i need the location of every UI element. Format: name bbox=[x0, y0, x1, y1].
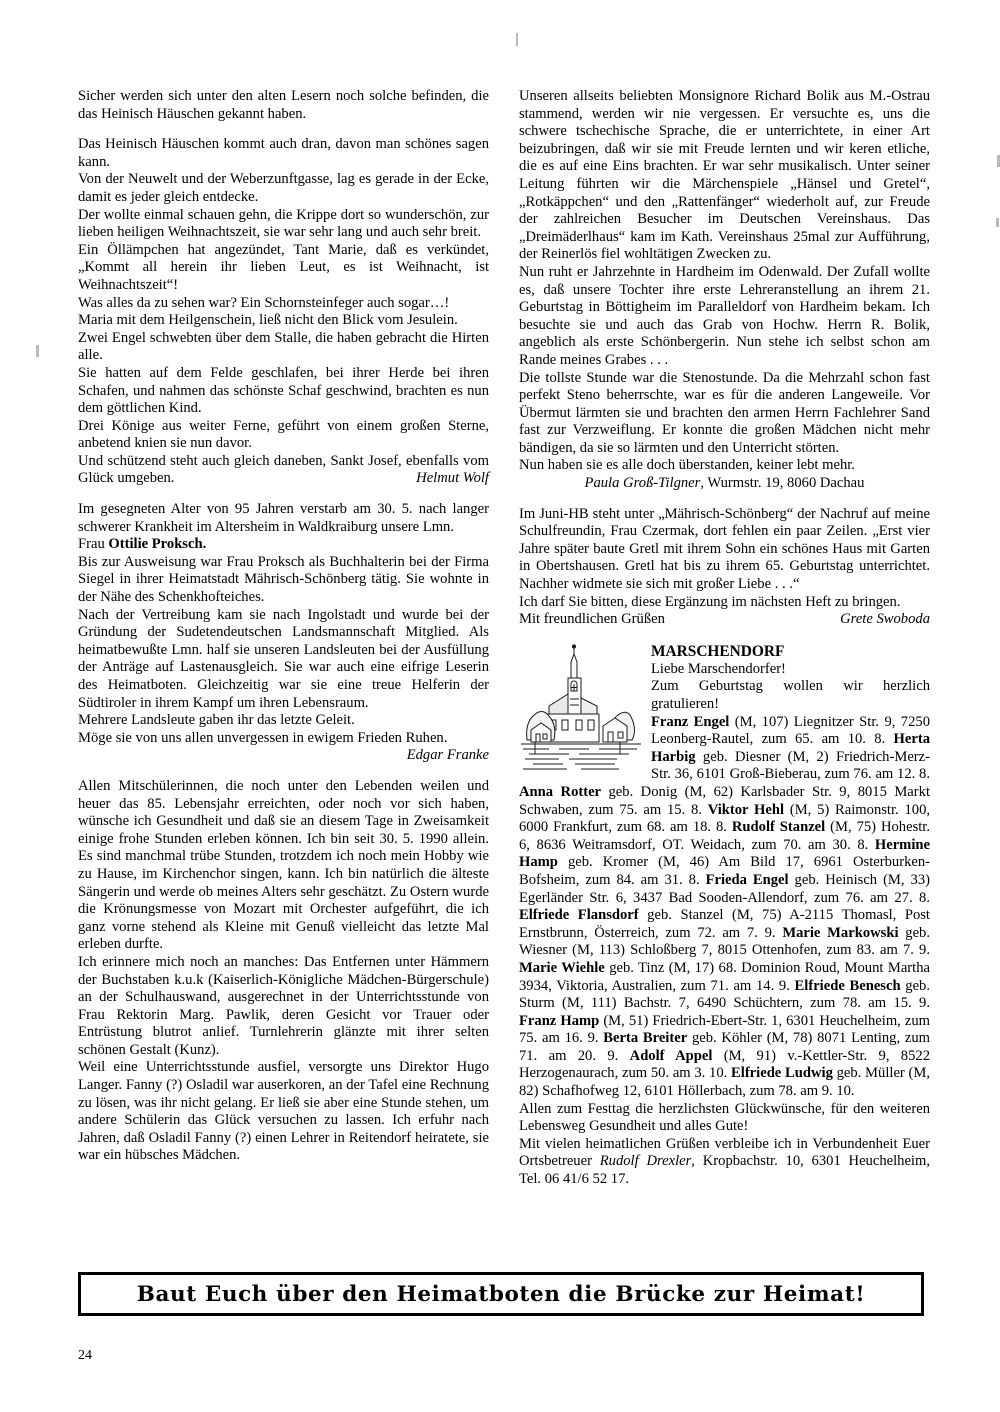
ortsbetreuer-name: Rudolf Drexler bbox=[599, 1153, 692, 1170]
paragraph: Drei Könige aus weiter Ferne, geführt von einem großen Sterne, anbetend knien sie nun davor. bbox=[78, 417, 489, 452]
obituary-paragraph: Mehrere Landsleute gaben ihr das letzte Geleit. bbox=[78, 712, 355, 729]
paragraph-text: Und schützend steht auch gleich daneben, Sankt Josef, ebenfalls vom Glück umgeben. bbox=[78, 452, 489, 487]
paragraph: Das Heinisch Häuschen kommt auch dran, davon man schönes sagen kann. bbox=[78, 136, 489, 170]
section-heading: MARSCHENDORF bbox=[651, 642, 785, 660]
paragraph: Zwei Engel schwebten über dem Stalle, die haben gebracht die Hirten alle. bbox=[78, 329, 489, 364]
closing-text: Allen zum Festtag die herzlichsten Glückwünsche, für den weiteren Lebensweg Gesundheit und alles Gute! bbox=[519, 1100, 930, 1135]
paragraph: Nun haben sie es alle doch überstanden, keiner lebt mehr. bbox=[519, 457, 855, 474]
scan-speck bbox=[36, 345, 39, 357]
author-address: , Wurmstr. 19, 8060 Dachau bbox=[700, 475, 865, 492]
paragraph: Maria mit dem Heilgenschein, ließ nicht den Blick vom Jesulein. bbox=[78, 312, 458, 329]
greeting: Liebe Marschendorfer! bbox=[651, 660, 786, 677]
paragraph: Der wollte einmal schauen gehn, die Krippe dort so wunderschön, zur lieben heiligen Weihnachtszeit, sie war sehr lang und auch sehr breit. bbox=[78, 206, 489, 241]
footer-banner bbox=[78, 1272, 924, 1316]
deceased-name: Ottilie Proksch. bbox=[108, 536, 207, 553]
obituary-paragraph: Bis zur Ausweisung war Frau Proksch als Buchhalterin bei der Firma Siegel in ihrer Heimatstadt Mährisch-Schönberg tätig. Sie wohnte in der Nähe des Schenkhofteiches. bbox=[78, 553, 489, 606]
author-name: Paula Groß-Tilgner bbox=[584, 475, 701, 492]
left-column bbox=[78, 88, 489, 1189]
letter-paragraph: Ich erinnere mich noch an manches: Das Entfernen unter Hämmern der Buchstaben k.u.k (Kaiserlich-Königliche Mädchen-Bürgerschule) an der Schulhauswand, ausgerechnet in der Unterrichtsstunde von Frau Rektorin Marg. Pawlik, deren Gesicht vor Trauer oder Entrüstung blutrot anlief. Turnlehrerin glänzte mit ihrer selten schönen Gestalt (Kunz). bbox=[78, 953, 489, 1058]
paragraph: Ein Öllämpchen hat angezündet, Tant Marie, daß es verkündet, „Kommt all herein ihr lieben Leut, es ist Weihnacht, ist Weihnachtszeit“! bbox=[78, 241, 489, 293]
obituary-name-line: Frau Ottilie Proksch. bbox=[78, 536, 207, 553]
obituary-paragraph: Möge sie von uns allen unvergessen in ewigem Frieden Ruhen. bbox=[78, 729, 448, 746]
paragraph: Ich darf Sie bitten, diese Ergänzung im nächsten Heft zu bringen. bbox=[519, 593, 901, 610]
two-column-body bbox=[78, 88, 930, 1189]
intro-text: Zum Geburtstag wollen wir herzlich gratulieren! bbox=[651, 678, 930, 712]
obituary-paragraph: Nach der Vertreibung kam sie nach Ingolstadt und wurde bei der Gründung der Sudetendeutschen Landsmannschaft Mitglied. Als heimatbewußte Lmn. half sie unseren Landsleuten bei der Ausfüllung der Anträge auf Lastenausgleich. Sie war auch eine eifrige Leserin des Heimatboten. Gleichzeitig war sie eine treue Helferin der Südtiroler in ihrem Kampf um ihren Lebensraum. bbox=[78, 606, 489, 711]
paragraph-text: Mit freundlichen Grüßen bbox=[519, 611, 665, 628]
paragraph: Die tollste Stunde war die Stenostunde. Da die Mehrzahl schon fast perfekt Steno beherrschte, war es für die anderen Langeweile. Vor Übermut lärmten sie und brachten den armen Herrn Fachlehrer Sand fast zur Verzweiflung. Er konnte die großen Mädchen nicht mehr bändigen, da sie so lärmten und den Unterricht störten. bbox=[519, 369, 930, 456]
scan-speck bbox=[516, 33, 518, 46]
paragraph: Von der Neuwelt und der Weberzunftgasse, lag es gerade in der Ecke, damit es jeder gleich entdecke. bbox=[78, 171, 489, 205]
birthday-list: Franz Engel (M, 107) Liegnitzer Str. 9, 7250 Leonberg-Rautel, zum 65. am 10. 8. Herta Harbig geb. Diesner (M, 2) Friedrich-Merz-Str. 36, 6101 Groß-Bieberau, zum 76. am 12. 8. Anna Rotter geb. Donig (M, 62) Karlsbader Str. 9, 8015 Markt Schwaben, zum 75. am 15. 8. Viktor Hehl (M, 5) Raimonstr. 100, 6000 Frankfurt, zum 68. am 18. 8. Rudolf Stanzel (M, 75) Hohestr. 6, 8636 Weitramsdorf, OT. Weidach, zum 70. am 30. 8. Hermine Hamp geb. Kromer (M, 46) Am Bild 17, 6961 Osterburken-Bofsheim, zum 84. am 31. 8. Frieda Engel geb. Heinisch (M, 33) Egerländer Str. 6, 3437 Bad Sooden-Allendorf, zum 76. am 27. 8. Elfriede Flansdorf geb. Stanzel (M, 75) A-2115 Thomasl, Post Ernstbrunn, Österreich, zum 72. am 7. 9. Marie Markowski geb. Wiesner (M, 113) Schloßberg 7, 8015 Ottenhofen, zum 83. am 7. 9. Marie Wiehle geb. Tinz (M, 17) 68. Dominion Roud, Mount Martha 3934, Viktoria, Australien, zum 71. am 14. 9. Elfriede Benesch geb. Sturm (M, 111) Bachstr. 7, 6490 Schüchtern, zum 78. am 15. 9. Franz Hamp (M, 51) Friedrich-Ebert-Str. 1, 6301 Heuchelheim, zum 75. am 16. 9. Berta Breiter geb. Köhler (M, 78) 8071 Lenting, zum 71. am 20. 9. Adolf Appel (M, 91) v.-Kettler-Str. 9, 8522 Herzogenaurach, zum 50. am 3. 10. Elfriede Ludwig geb. Müller (M, 82) Schafhofweg 12, 6101 Höllerbach, zum 78. am 9. 10. bbox=[519, 713, 931, 1100]
scan-speck bbox=[996, 218, 999, 227]
paragraph: Sie hatten auf dem Felde geschlafen, bei ihrer Herde bei ihren Schafen, und nahmen das schönste Schaf geschwind, brachten es nun dem göttlichen Kind. bbox=[78, 364, 489, 417]
author-signature: Helmut Wolf bbox=[416, 470, 489, 487]
paragraph-with-signature bbox=[519, 611, 930, 629]
paragraph: Unseren allseits beliebten Monsignore Richard Bolik aus M.-Ostrau stammend, werden wir nie vergessen. Er versuchte es, uns die schwere tschechische Sprache, die er unterrichtete, in einer Art beizubringen, daß wir sie mit Freude lernten und wir keren etliche, die es auf eine Eins brachten. Er war sehr musikalisch. Unter seiner Leitung führten wir die Märchenspiele „Hänsel und Gretel“, „Rotkäppchen“ und den „Rattenfänger“ wiederholt auf, zur Freude der zahlreichen Besucher im Deutschen Vereinshaus. Das „Dreimäderlhaus“ kam im Kath. Vereinshaus 25mal zur Aufführung, der Reinerlös fiel wohltätigen Zwecken zu. bbox=[519, 88, 930, 263]
author-signature: Edgar Franke bbox=[406, 747, 489, 764]
church-village-drawing bbox=[519, 644, 643, 776]
author-signature bbox=[519, 475, 930, 493]
paragraph: Nun ruht er Jahrzehnte in Hardheim im Odenwald. Der Zufall wollte es, daß unsere Tochter ihre erste Lehreranstellung an ihrem 21. Geburtstag in Böttigheim im Paralleldorf von Hardheim bekam. Ich besuchte sie und auch das Grab von Hochw. Herrn R. Bolik, angeblich als erste Schönbergerin. Nun stehe ich selbst schon am Rande meines Grabes . . . bbox=[519, 263, 930, 368]
paragraph: Sicher werden sich unter den alten Lesern noch solche befinden, die das Heinisch Häuschen gekannt haben. bbox=[78, 88, 489, 122]
page-number: 24 bbox=[78, 1348, 92, 1363]
paragraph: Im Juni-HB steht unter „Mährisch-Schönberg“ der Nachruf auf meine Schulfreundin, Frau Czermak, dort fehlen ein paar Zeilen. „Erst vier Jahre später baute Gretl mit ihrem Sohn ein schönes Haus mit Garten in Obertshausen. Gretl hat bis zu ihrem 65. Geburtstag unterrichtet. Nachher widmete sie sich mit großer Liebe . . .“ bbox=[519, 505, 930, 593]
letter-paragraph: Weil eine Unterrichtsstunde ausfiel, versorgte uns Direktor Hugo Langer. Fanny (?) Osladil war auserkoren, an der Tafel eine Rechnung zu lösen, was ihr nicht gelang. Er ließ sie aber eine Stunde stehen, um andere Schülerin das Glück versuchen zu lassen. Ich erfuhr nach Jahren, daß Osladil Fanny (?) einen Lehrer in Reitendorf heiratete, sie war ein hübsches Mädchen. bbox=[78, 1059, 489, 1164]
paragraph-with-signature bbox=[78, 453, 489, 488]
paragraph: Was alles da zu sehen war? Ein Schornsteinfeger auch sogar…! bbox=[78, 294, 450, 311]
right-column bbox=[519, 88, 930, 1189]
marschendorf-section bbox=[519, 642, 930, 1189]
obituary-intro: Im gesegneten Alter von 95 Jahren verstarb am 30. 5. nach langer schwerer Krankheit im Altersheim in Waldkraiburg unsere Lmn. bbox=[78, 501, 489, 535]
author-signature: Grete Swoboda bbox=[840, 611, 930, 628]
banner-text: Baut Euch über den Heimatboten die Brücke zur Heimat! bbox=[136, 1281, 866, 1307]
closing-signature: Mit vielen heimatlichen Grüßen verbleibe ich in Verbundenheit Euer Ortsbetreuer Rudolf Drexler, Kropbachstr. 10, 6301 Heuchelheim, Tel. 06 41/6 52 17. bbox=[519, 1135, 930, 1188]
letter-paragraph: Allen Mitschülerinnen, die noch unter den Lebenden weilen und heuer das 85. Lebensjahr erreichten, oder noch vor sich haben, wünsche ich Gesundheit und daß sie an diesem Tage in Zweisamkeit einige frohe Stunden erleben können. Ich bin seit 30. 5. 1990 allein. Es sind manchmal trübe Stunden, trotzdem ich noch mein Hobby wie zu Hause, im Kirchenchor singen, kann. Ich bin natürlich die älteste Sängerin und werde ob meines Alters sehr geschätzt. Zu Ostern wurde die Krönungsmesse von Mozart mit Orchester aufgeführt, die ich ganz vorne stehend als Kleine mit Genuß vielleicht das letzte Mal erleben durfte. bbox=[78, 777, 489, 953]
